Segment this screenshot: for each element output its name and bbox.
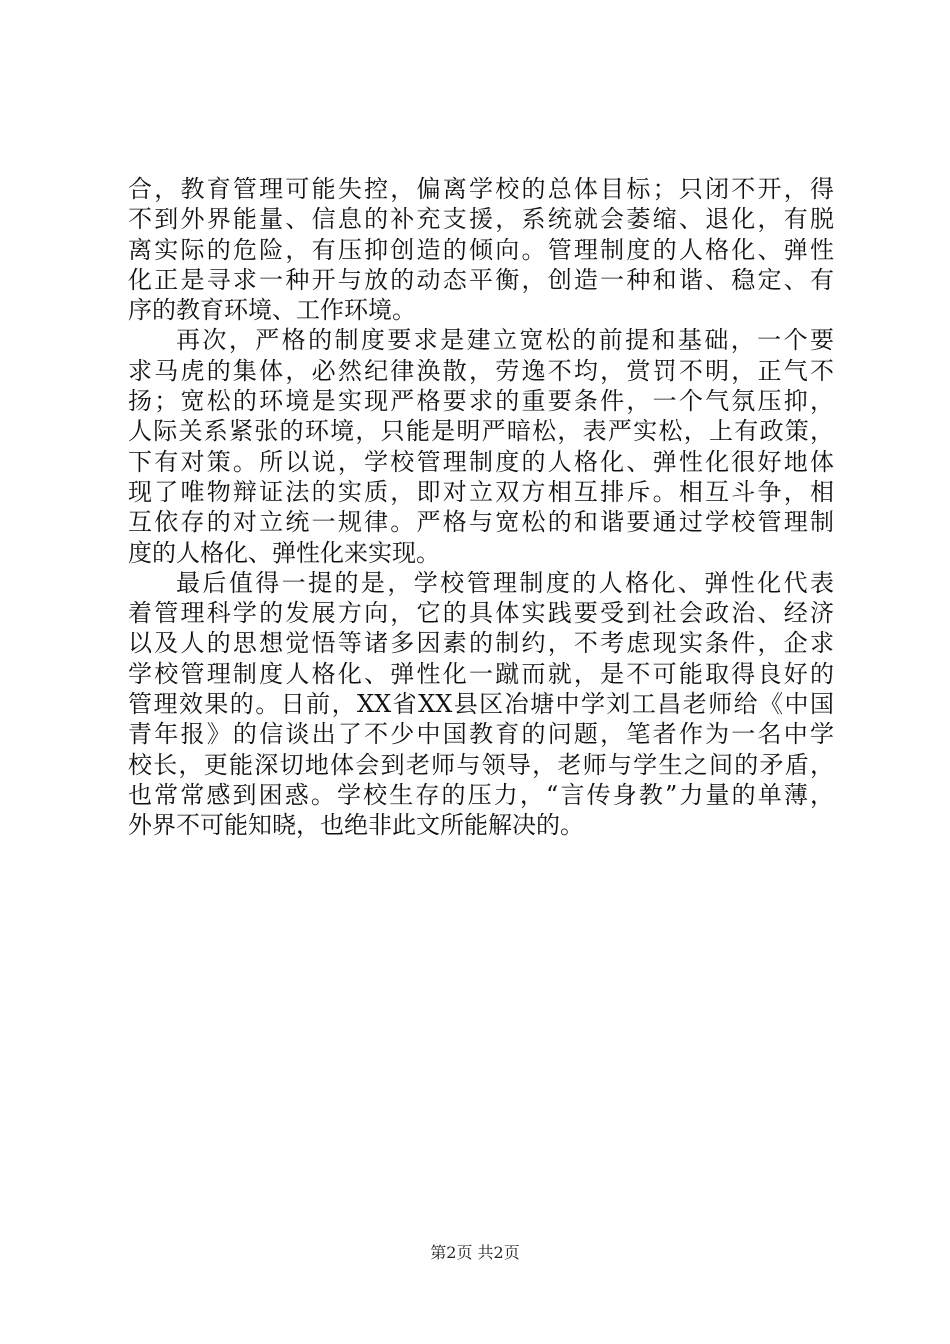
page-footer bbox=[0, 1243, 950, 1263]
paragraph-1-line-3: 离实际的危险，有压抑创造的倾向。管理制度的人格化、弹性 bbox=[128, 235, 834, 264]
paragraph-1-line-5: 序的教育环境、工作环境。 bbox=[128, 296, 416, 325]
paragraph-2-line-6: 现了唯物辩证法的实质，即对立双方相互排斥。相互斗争，相 bbox=[128, 477, 834, 506]
paragraph-3-line-2: 着管理科学的发展方向，它的具体实践要受到社会政治、经济 bbox=[128, 599, 834, 628]
page-number-label: 第2页 共2页 bbox=[430, 1243, 520, 1262]
paragraph-3-line-8: 也常常感到困惑。学校生存的压力，“言传身教”力量的单薄， bbox=[128, 780, 834, 809]
paragraph-3-line-9: 外界不可能知晓，也绝非此文所能解决的。 bbox=[128, 811, 584, 840]
paragraph-2-line-8: 度的人格化、弹性化来实现。 bbox=[128, 538, 440, 567]
paragraph-3-line-6: 青年报》的信谈出了不少中国教育的问题，笔者作为一名中学 bbox=[128, 720, 834, 749]
paragraph-2-line-1: 再次，严格的制度要求是建立宽松的前提和基础，一个要 bbox=[176, 326, 834, 355]
paragraph-1-line-1: 合，教育管理可能失控，偏离学校的总体目标；只闭不开，得 bbox=[128, 175, 834, 203]
paragraph-2-line-3: 扬；宽松的环境是实现严格要求的重要条件，一个气氛压抑， bbox=[128, 387, 834, 416]
paragraph-2-line-4: 人际关系紧张的环境，只能是明严暗松，表严实松，上有政策， bbox=[128, 417, 834, 446]
body-text bbox=[128, 174, 834, 841]
paragraph-3-line-7: 校长，更能深切地体会到老师与领导，老师与学生之间的矛盾， bbox=[128, 750, 834, 779]
paragraph-3-line-1: 最后值得一提的是，学校管理制度的人格化、弹性化代表 bbox=[176, 568, 834, 597]
paragraph-2-line-2: 求马虎的集体，必然纪律涣散，劳逸不均，赏罚不明，正气不 bbox=[128, 356, 834, 385]
paragraph-3-line-4: 学校管理制度人格化、弹性化一蹴而就，是不可能取得良好的 bbox=[128, 659, 834, 688]
paragraph-2-line-5: 下有对策。所以说，学校管理制度的人格化、弹性化很好地体 bbox=[128, 447, 834, 476]
paragraph-3-line-5: 管理效果的。日前，XX省XX县区冶塘中学刘工昌老师给《中国 bbox=[128, 690, 834, 719]
paragraph-3-line-3: 以及人的思想觉悟等诸多因素的制约，不考虑现实条件，企求 bbox=[128, 629, 834, 658]
paragraph-2-line-7: 互依存的对立统一规律。严格与宽松的和谐要通过学校管理制 bbox=[128, 508, 834, 537]
paragraph-1-line-4: 化正是寻求一种开与放的动态平衡，创造一种和谐、稳定、有 bbox=[128, 265, 834, 294]
paragraph-1-line-2: 不到外界能量、信息的补充支援，系统就会萎缩、退化，有脱 bbox=[128, 205, 834, 234]
